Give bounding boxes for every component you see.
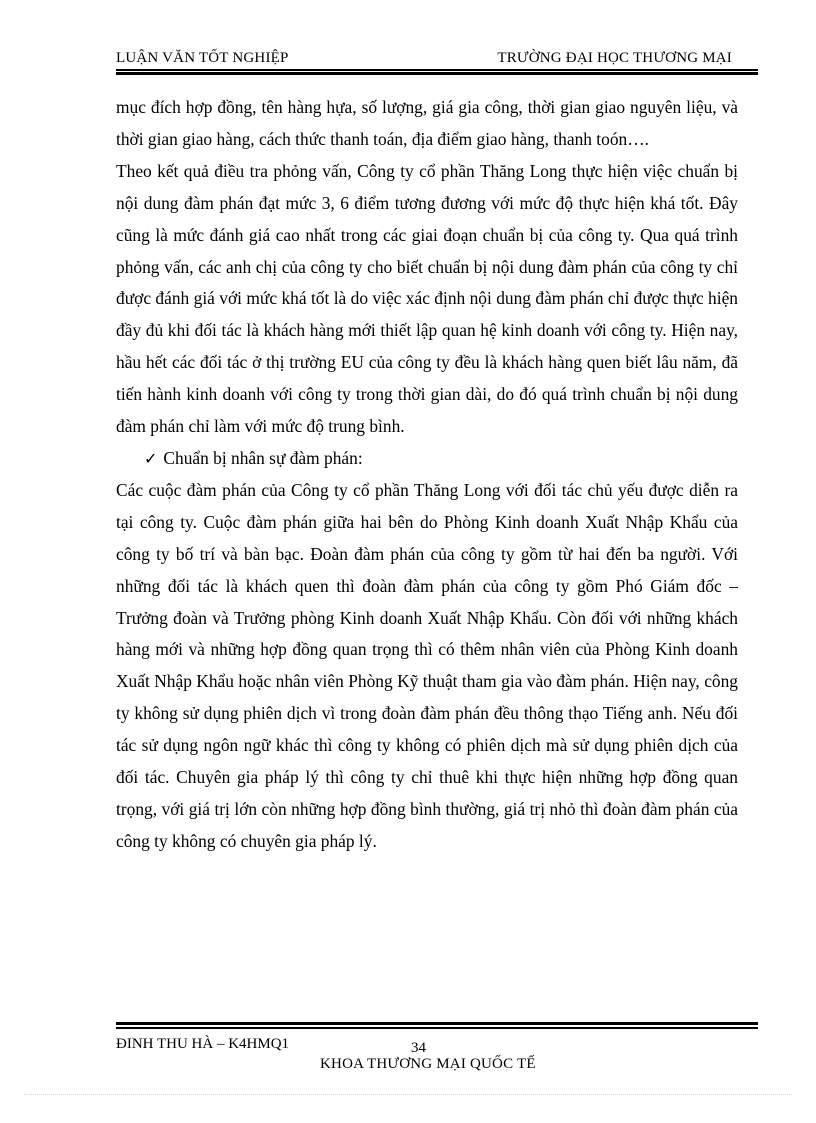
page-number: 34 xyxy=(411,1040,426,1056)
page-header xyxy=(116,46,758,70)
footer-faculty: KHOA THƯƠNG MẠI QUỐC TẾ xyxy=(320,1056,536,1072)
header-divider-thin xyxy=(116,69,758,71)
body-text xyxy=(116,92,738,858)
header-university-name: TRƯỜNG ĐẠI HỌC THƯƠNG MẠI xyxy=(497,50,732,66)
footer-author: ĐINH THU HÀ – K4HMQ1 xyxy=(116,1036,290,1052)
paragraph-contract-content: mục đích hợp đồng, tên hàng hựa, số lượng, giá gia công, thời gian giao nguyên liệu, và thời gian giao hàng, cách thức thanh toán, địa điểm giao hàng, thanh toón…. xyxy=(116,97,738,149)
page-bottom-boundary xyxy=(24,1094,792,1095)
paragraph-negotiation-personnel: Các cuộc đàm phán của Công ty cổ phần Thăng Long với đối tác chủ yếu được diễn ra tại công ty. Cuộc đàm phán giữa hai bên do Phòng Kinh doanh Xuất Nhập Khẩu của công ty bố trí và bàn bạc. Đoàn đàm phán của công ty gồm từ hai đến ba người. Với những đối tác là khách quen thì đoàn đàm phán của công ty gồm Phó Giám đốc – Trưởng đoàn và Trưởng phòng Kinh doanh Xuất Nhập Khẩu. Còn đối với những khách hàng mới và những hợp đồng quan trọng thì có thêm nhân viên của Phòng Kinh doanh Xuất Nhập Khẩu hoặc nhân viên Phòng Kỹ thuật tham gia vào đàm phán. Hiện nay, công ty không sử dụng phiên dịch vì trong đoàn đàm phán đều thông thạo Tiếng anh. Nếu đối tác sử dụng ngôn ngữ khác thì công ty không có phiên dịch mà sử dụng phiên dịch của đối tác. Chuyên gia pháp lý thì công ty chỉ thuê khi thực hiện những hợp đồng quan trọng, với giá trị lớn còn những hợp đồng bình thường, giá trị nhỏ thì đoàn đàm phán của công ty không có chuyên gia pháp lý. xyxy=(116,479,738,851)
header-thesis-title: LUẬN VĂN TỐT NGHIỆP xyxy=(116,50,289,66)
checklist-item-personnel xyxy=(116,443,738,475)
header-divider-thick xyxy=(116,72,758,75)
footer-divider-thin xyxy=(116,1027,758,1029)
checkmark-icon: ✓ xyxy=(144,448,158,468)
checklist-item-label: Chuẩn bị nhân sự đàm phán: xyxy=(163,447,363,468)
footer-divider-thick xyxy=(116,1022,758,1025)
paragraph-negotiation-content-prep: Theo kết quả điều tra phỏng vấn, Công ty cổ phần Thăng Long thực hiện việc chuẩn bị nội dung đàm phán đạt mức 3, 6 điểm tương đương với mức độ thực hiện khá tốt. Đây cũng là mức đánh giá cao nhất trong các giai đoạn chuẩn bị của công ty. Qua quá trình phỏng vấn, các anh chị của công ty cho biết chuẩn bị nội dung đàm phán của công ty chỉ được đánh giá với mức khá tốt là do việc xác định nội dung đàm phán chỉ được thực hiện đầy đủ khi đối tác là khách hàng mới thiết lập quan hệ kinh doanh với công ty. Hiện nay, hầu hết các đối tác ở thị trường EU của công ty đều là khách hàng quen biết lâu năm, đã tiến hành kinh doanh với công ty trong thời gian dài, do đó quá trình chuẩn bị nội dung đàm phán chỉ làm với mức độ trung bình. xyxy=(116,160,738,437)
